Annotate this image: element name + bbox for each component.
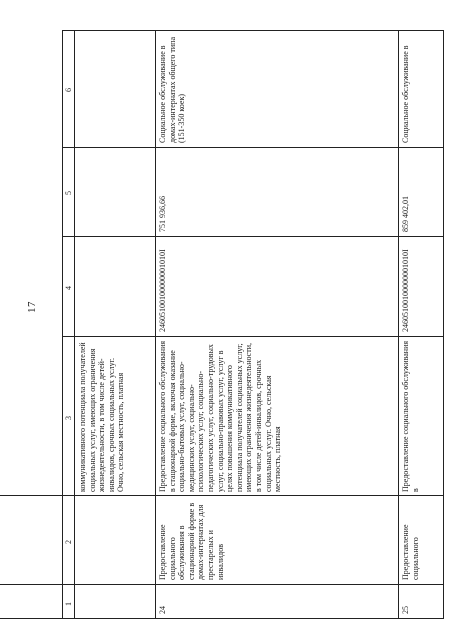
row25-col1-number: 25 <box>401 606 410 614</box>
col-sep-4-5 <box>62 236 444 237</box>
col-sep-3-4 <box>62 336 444 337</box>
row24-col2-name: Предоставление социального обслуживания в стационарной форме в домах-интернатах для престарелых и инвалидов <box>158 502 225 580</box>
row25-col3-description: Предоставление социального обслуживания в <box>401 340 420 492</box>
col-number-5: 5 <box>64 191 73 195</box>
row25-col6-category: Социальное обслуживание в <box>401 45 410 143</box>
page-number: 17 <box>26 301 38 313</box>
col-sep-5-6 <box>62 147 444 148</box>
row24-col1-number: 24 <box>158 606 167 614</box>
row25-col2-name: Предоставление социального <box>401 524 420 580</box>
col-number-2: 2 <box>64 540 73 544</box>
table-border-top <box>62 30 444 31</box>
row24-col6-category: Социальное обслуживание в домах-интернатах общего типа (151-350 коек) <box>158 37 187 143</box>
row25-col5-amount: 859 402,01 <box>401 196 410 232</box>
table-border-bottom <box>0 618 444 619</box>
row24-col4-code: 24605100100000001010I <box>158 249 167 332</box>
col-number-1: 1 <box>64 602 73 606</box>
col-number-4: 4 <box>64 286 73 290</box>
row0-col3-text: коммуникативного потенциала получателей социальных услуг, имеющих ограничения жизнедеятельности, в том числе детей-инвалидов, срочных социальных услуг. Очно, сельская местность, платная <box>78 342 126 492</box>
row-sep-cont-24 <box>155 30 156 618</box>
col-number-6: 6 <box>64 88 73 92</box>
row25-col4-code: 24605100100000001010I <box>401 249 410 332</box>
row24-col5-amount: 751 936,66 <box>158 196 167 232</box>
col-number-3: 3 <box>64 416 73 420</box>
row-sep-head-body <box>74 30 75 618</box>
row-sep-header <box>62 30 63 618</box>
row-sep-24-25 <box>398 30 399 618</box>
table-border-right <box>443 30 444 618</box>
row24-col3-description: Предоставление социального обслуживания в стационарной форме, включая оказание социально-бытовых услуг, социально-медицинских услуг, социально-психологических услуг, социально-педагогических услуг, социально-трудовых услуг, социально-правовых услуг, услуг в целях повышения коммуникативного потенциала получателей социальных услуг, имеющих ограничения жизнедеятельности, в том числе детей-инвалидов, срочных социальных услуг. Очно, сельская местность, платная <box>158 340 283 492</box>
